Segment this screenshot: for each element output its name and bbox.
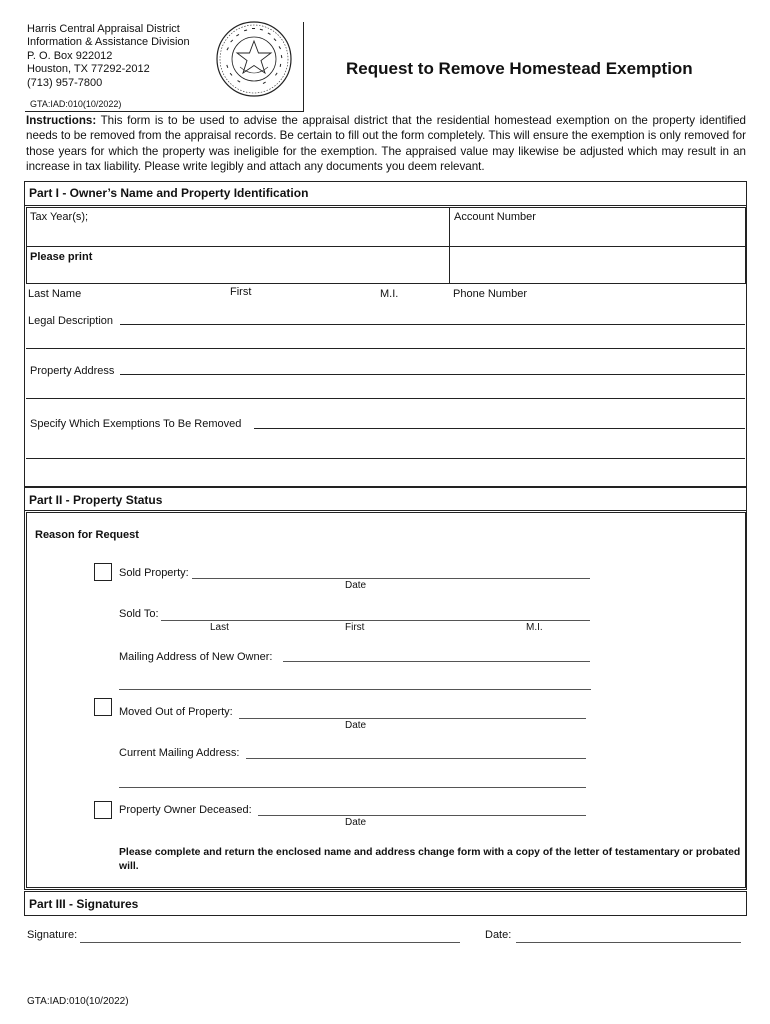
new-owner-mailing-line-2[interactable] — [119, 689, 591, 690]
sold-property-label: Sold Property: — [119, 567, 189, 579]
signature-field[interactable] — [80, 942, 460, 943]
owner-deceased-date-field[interactable] — [258, 815, 586, 816]
testamentary-note: Please complete and return the enclosed name and address change form with a copy of the letter of testamentary or probated will. — [119, 847, 741, 872]
current-mailing-label: Current Mailing Address: — [119, 747, 240, 759]
form-title: Request to Remove Homestead Exemption — [346, 59, 693, 78]
address-line: Harris Central Appraisal District — [27, 23, 180, 35]
owner-name-field[interactable] — [28, 262, 447, 283]
property-address-label: Property Address — [30, 365, 115, 377]
part2-heading-rule — [24, 510, 747, 511]
grid-row-divider — [26, 246, 746, 247]
signature-label: Signature: — [27, 929, 78, 941]
part1-heading-rule — [24, 205, 747, 206]
moved-out-date-field[interactable] — [239, 718, 586, 719]
sold-property-date-field[interactable] — [192, 578, 590, 579]
legal-description-label: Legal Description — [28, 315, 113, 327]
sold-to-label: Sold To: — [119, 608, 159, 620]
owner-deceased-checkbox[interactable] — [94, 801, 112, 819]
buyer-first-caption: First — [345, 622, 365, 633]
property-address-field[interactable] — [120, 374, 745, 375]
account-number-field[interactable] — [452, 222, 744, 245]
district-address-block — [27, 23, 190, 90]
address-line: (713) 957-7800 — [27, 76, 103, 89]
owner-deceased-label: Property Owner Deceased: — [119, 804, 252, 816]
moved-out-checkbox[interactable] — [94, 698, 112, 716]
current-mailing-line-2[interactable] — [119, 787, 586, 788]
moved-out-label: Moved Out of Property: — [119, 706, 233, 718]
part2-heading: Part II - Property Status — [29, 493, 163, 507]
moved-out-date-caption: Date — [345, 720, 367, 731]
deceased-date-caption: Date — [345, 817, 367, 828]
address-line: Houston, TX 77292-2012 — [27, 63, 150, 76]
sold-date-caption: Date — [345, 580, 367, 591]
form-number: GTA:IAD:010(10/2022) — [30, 99, 122, 109]
grid-col-divider — [449, 207, 450, 284]
part1-heading: Part I - Owner’s Name and Property Identification — [29, 186, 309, 200]
please-print-label: Please print — [30, 251, 93, 263]
account-number-label: Account Number — [454, 211, 536, 223]
sold-property-checkbox[interactable] — [94, 563, 112, 581]
last-name-label: Last Name — [28, 288, 82, 300]
instructions-text: This form is to be used to advise the appraisal district that the residential homestead exemption on the property identified needs to be removed from the appraisal records. Be certain to fill out the form completely. This will ensure the exemption is only removed for those years for which the property was ineligible for the exemption. The appraised value may likewise be adjusted which may result in an increase in tax liability. Please write legibly and attach any documents you deem relevant. — [26, 114, 746, 173]
instructions-label: Instructions: — [26, 114, 97, 127]
exemptions-line-2[interactable] — [26, 458, 745, 459]
header-divider — [303, 22, 304, 112]
address-line: P. O. Box 922012 — [27, 49, 113, 62]
phone-number-field[interactable] — [452, 249, 744, 283]
reason-for-request-label: Reason for Request — [35, 529, 139, 541]
new-owner-mailing-label: Mailing Address of New Owner: — [119, 651, 273, 663]
address-line: Information & Assistance Division — [27, 36, 190, 49]
instructions-paragraph — [26, 113, 746, 174]
signature-date-label: Date: — [485, 929, 512, 941]
legal-description-field[interactable] — [120, 324, 745, 325]
buyer-mi-caption: M.I. — [526, 622, 543, 633]
middle-initial-label: M.I. — [380, 288, 399, 300]
buyer-last-caption: Last — [210, 622, 229, 633]
hcad-seal-icon — [214, 19, 294, 99]
header-rule — [25, 111, 304, 112]
exemptions-field[interactable] — [254, 428, 745, 429]
exemptions-label: Specify Which Exemptions To Be Removed — [30, 418, 242, 430]
part3-heading: Part III - Signatures — [29, 897, 139, 911]
new-owner-mailing-field[interactable] — [283, 661, 590, 662]
current-mailing-field[interactable] — [246, 758, 586, 759]
phone-number-label: Phone Number — [453, 288, 527, 300]
first-name-label: First — [230, 286, 252, 298]
footer-form-number: GTA:IAD:010(10/2022) — [27, 996, 129, 1007]
tax-year-field[interactable] — [28, 222, 447, 245]
tax-year-label: Tax Year(s); — [30, 211, 89, 223]
sold-to-field[interactable] — [161, 620, 590, 621]
signature-date-field[interactable] — [516, 942, 741, 943]
legal-description-line-2[interactable] — [26, 348, 745, 349]
property-address-line-2[interactable] — [26, 398, 745, 399]
